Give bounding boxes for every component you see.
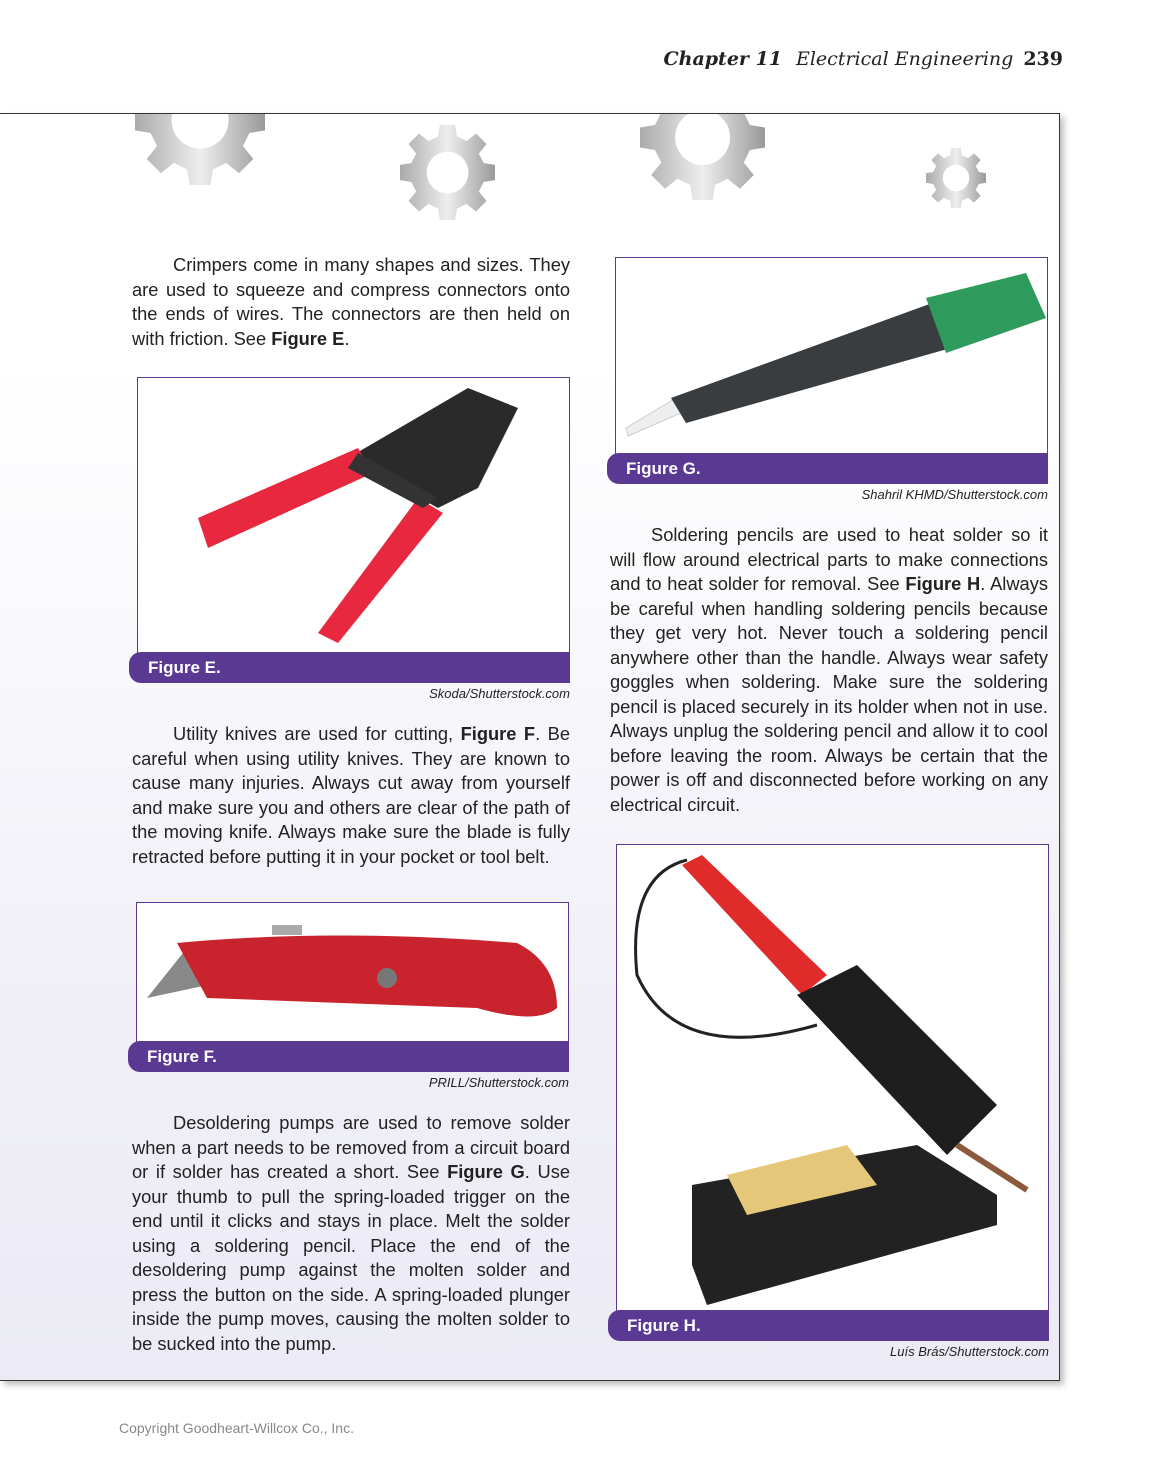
figure-e-caption: Figure E.	[129, 652, 570, 683]
page-number: 239	[1023, 48, 1063, 70]
figure-h-caption: Figure H.	[608, 1310, 1049, 1341]
gear-icon	[926, 148, 986, 208]
figure-reference: Figure E	[271, 327, 345, 349]
gear-icon	[400, 125, 495, 220]
soldering-pencil-image	[617, 845, 1048, 1323]
desoldering-pump-image	[616, 258, 1047, 471]
figure-g-image	[615, 257, 1048, 472]
figure-reference: Figure F	[460, 723, 536, 744]
crimper-image	[138, 378, 569, 666]
figure-reference: Figure G	[447, 1161, 525, 1182]
figure-h-credit: Luís Brás/Shutterstock.com	[890, 1344, 1049, 1359]
figure-f-credit: PRILL/Shutterstock.com	[428, 1075, 569, 1090]
figure-g-credit: Shahril KHMD/Shutterstock.com	[861, 487, 1048, 502]
figure-g-caption: Figure G.	[607, 453, 1048, 484]
gear-decorations	[0, 0, 1156, 240]
figure-reference: Figure H	[905, 573, 981, 594]
figure-h-image	[616, 844, 1049, 1324]
figure-f-image	[136, 902, 569, 1057]
paragraph-crimpers: Crimpers come in many shapes and sizes. They are used to squeeze and compress connectors onto the ends of wires. The connectors are then held on with friction. See Figure E.	[132, 254, 570, 349]
chapter-label: Chapter 11	[663, 48, 782, 70]
chapter-title: Electrical Engineering	[795, 48, 1014, 70]
paragraph-soldering-pencils: Soldering pencils are used to heat solder so it will flow around electrical parts to make connections and to heat solder for removal. See Figure H. Always be careful when handling soldering pencils because they get very hot. Never touch a soldering pencil anywhere other than the handle. Always wear safety goggles when soldering. Make sure the soldering pencil is placed securely in its holder when not in use. Always unplug the soldering pencil and allow it to cool before leaving the room. Always be certain that the power is off and disconnected before working on any electrical circuit.	[610, 524, 1048, 815]
figure-e-credit: Skoda/Shutterstock.com	[429, 686, 570, 701]
paragraph-desoldering-pumps: Desoldering pumps are used to remove solder when a part needs to be removed from a circuit board or if solder has created a short. See Figure G. Use your thumb to pull the spring-loaded trigger on the end until it clicks and stays in place. Melt the solder using a soldering pencil. Place the end of the desoldering pump against the molten solder and press the button on the side. A spring-loaded plunger inside the pump moves, causing the molten solder to be sucked into the pump.	[132, 1112, 570, 1354]
copyright-footer: Copyright Goodheart-Willcox Co., Inc.	[119, 1420, 354, 1436]
gear-icon	[640, 75, 765, 200]
paragraph-utility-knives: Utility knives are used for cutting, Figure F. Be careful when using utility knives. They are known to cause many injuries. Always cut away from yourself and make sure you and others are clear of the path of the moving knife. Always make sure the blade is fully retracted before putting it in your pocket or tool belt.	[132, 723, 570, 867]
utility-knife-image	[137, 903, 568, 1056]
gear-icon	[135, 55, 265, 185]
figure-e-image	[137, 377, 570, 667]
figure-f-caption: Figure F.	[128, 1041, 569, 1072]
